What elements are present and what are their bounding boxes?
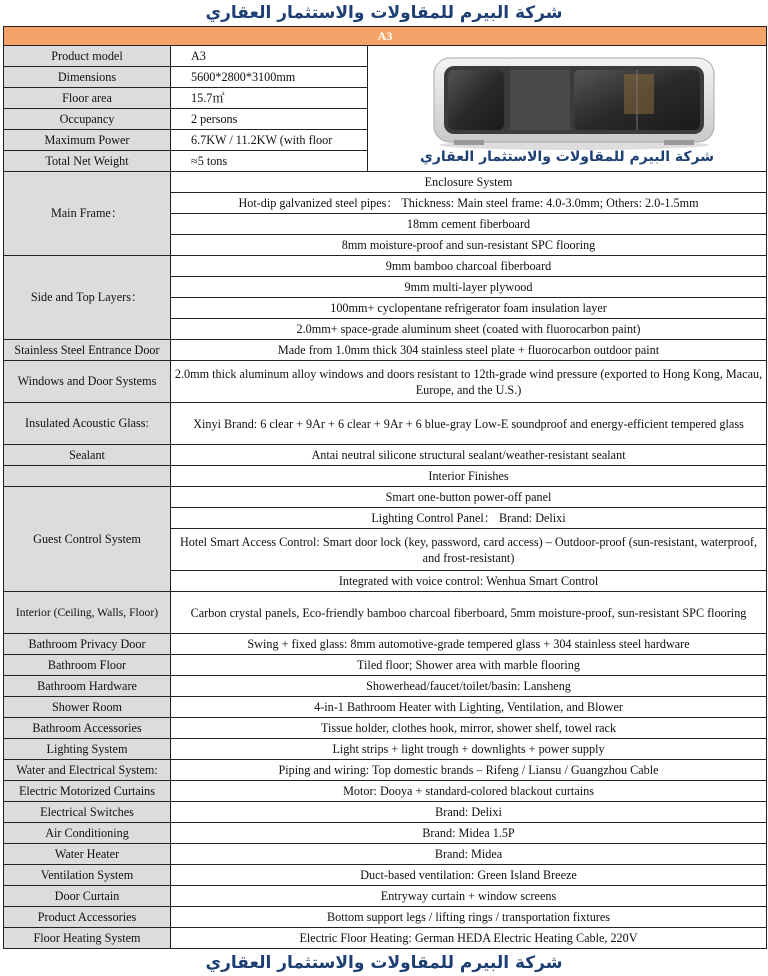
side-top-item: 9mm multi-layer plywood <box>171 277 767 298</box>
table-row <box>4 466 767 487</box>
entrance-door-value: Made from 1.0mm thick 304 stainless steel plate + fluorocarbon outdoor paint <box>171 340 767 361</box>
interior-finishes-heading: Interior Finishes <box>171 466 767 487</box>
spec-value: Tissue holder, clothes hook, mirror, shower shelf, towel rack <box>171 718 767 739</box>
table-row <box>4 739 767 760</box>
glass-value: Xinyi Brand: 6 clear + 9Ar + 6 clear + 9Ar + 6 blue-gray Low-E soundproof and energy-efficient tempered glass <box>171 403 767 445</box>
table-row <box>4 256 767 277</box>
guest-control-item: Smart one-button power-off panel <box>171 487 767 508</box>
side-top-item: 9mm bamboo charcoal fiberboard <box>171 256 767 277</box>
table-title: A3 <box>4 27 767 46</box>
company-footer: شركة البيرم للمقاولات والاستثمار العقاري <box>205 953 563 973</box>
spec-label: Bathroom Floor <box>4 655 171 676</box>
spec-label: Electrical Switches <box>4 802 171 823</box>
spec-label: Floor Heating System <box>4 928 171 949</box>
spec-value: ≈5 tons <box>171 151 368 172</box>
table-row <box>4 697 767 718</box>
table-row <box>4 655 767 676</box>
product-image-cell <box>368 46 767 172</box>
table-row <box>4 403 767 445</box>
table-row <box>4 844 767 865</box>
spec-label: Lighting System <box>4 739 171 760</box>
table-row <box>4 445 767 466</box>
spec-value: Electric Floor Heating: German HEDA Electric Heating Cable, 220V <box>171 928 767 949</box>
table-row <box>4 802 767 823</box>
side-top-item: 2.0mm+ space-grade aluminum sheet (coated with fluorocarbon paint) <box>171 319 767 340</box>
table-row <box>4 760 767 781</box>
spec-value: Showerhead/faucet/toilet/basin: Lansheng <box>171 676 767 697</box>
spec-label: Bathroom Hardware <box>4 676 171 697</box>
table-row <box>4 172 767 193</box>
spec-label: Dimensions <box>4 67 171 88</box>
windows-value: 2.0mm thick aluminum alloy windows and doors resistant to 12th-grade wind pressure (exported to Hong Kong, Macau, Europe, and the U.S.) <box>171 361 767 403</box>
table-row <box>4 865 767 886</box>
spec-value: 5600*2800*3100mm <box>171 67 368 88</box>
empty-label-cell <box>4 466 171 487</box>
main-frame-item: 8mm moisture-proof and sun-resistant SPC flooring <box>171 235 767 256</box>
guest-control-item: Integrated with voice control: Wenhua Smart Control <box>171 571 767 592</box>
interior-label: Interior (Ceiling, Walls, Floor) <box>4 592 171 634</box>
spec-value: Bottom support legs / lifting rings / transportation fixtures <box>171 907 767 928</box>
spec-value: 2 persons <box>171 109 368 130</box>
windows-label: Windows and Door Systems <box>4 361 171 403</box>
spec-label: Door Curtain <box>4 886 171 907</box>
main-frame-label: Main Frame： <box>4 172 171 256</box>
table-row <box>4 487 767 508</box>
spec-table <box>3 26 767 949</box>
spec-label: Shower Room <box>4 697 171 718</box>
spec-value: Light strips + light trough + downlights + power supply <box>171 739 767 760</box>
table-row <box>4 676 767 697</box>
spec-value: A3 <box>171 46 368 67</box>
spec-value: Swing + fixed glass: 8mm automotive-grade tempered glass + 304 stainless steel hardware <box>171 634 767 655</box>
main-frame-item: 18mm cement fiberboard <box>171 214 767 235</box>
spec-value: Duct-based ventilation: Green Island Breeze <box>171 865 767 886</box>
table-row <box>4 718 767 739</box>
spec-label: Ventilation System <box>4 865 171 886</box>
spec-label: Maximum Power <box>4 130 171 151</box>
spec-label: Occupancy <box>4 109 171 130</box>
spec-label: Bathroom Privacy Door <box>4 634 171 655</box>
company-header: شركة البيرم للمقاولات والاستثمار العقاري <box>205 3 563 23</box>
spec-value: Brand: Midea <box>171 844 767 865</box>
table-row <box>4 592 767 634</box>
side-top-label: Side and Top Layers： <box>4 256 171 340</box>
glass-label: Insulated Acoustic Glass: <box>4 403 171 445</box>
guest-control-label: Guest Control System <box>4 487 171 592</box>
spec-value: Tiled floor; Shower area with marble flooring <box>171 655 767 676</box>
spec-label: Total Net Weight <box>4 151 171 172</box>
spec-value: Motor: Dooya + standard-colored blackout curtains <box>171 781 767 802</box>
table-row <box>4 886 767 907</box>
spec-label: Air Conditioning <box>4 823 171 844</box>
table-row <box>4 361 767 403</box>
tiny-house-image <box>424 52 724 152</box>
spec-value: 4-in-1 Bathroom Heater with Lighting, Ventilation, and Blower <box>171 697 767 718</box>
spec-label: Water and Electrical System: <box>4 760 171 781</box>
spec-label: Product model <box>4 46 171 67</box>
spec-value: Brand: Delixi <box>171 802 767 823</box>
table-row <box>4 823 767 844</box>
table-row <box>4 340 767 361</box>
table-row <box>4 46 767 67</box>
interior-value: Carbon crystal panels, Eco-friendly bamboo charcoal fiberboard, 5mm moisture-proof, sun-resistant SPC flooring <box>171 592 767 634</box>
sealant-label: Sealant <box>4 445 171 466</box>
spec-label: Water Heater <box>4 844 171 865</box>
spec-label: Electric Motorized Curtains <box>4 781 171 802</box>
table-row <box>4 781 767 802</box>
spec-label: Floor area <box>4 88 171 109</box>
table-row <box>4 907 767 928</box>
product-image-caption: شركة البيرم للمقاولات والاستثمار العقاري <box>420 149 714 165</box>
side-top-item: 100mm+ cyclopentane refrigerator foam insulation layer <box>171 298 767 319</box>
sealant-value: Antai neutral silicone structural sealant/weather-resistant sealant <box>171 445 767 466</box>
guest-control-item: Hotel Smart Access Control: Smart door lock (key, password, card access) – Outdoor-proof (sun-resistant, waterproof, and frost-resistant) <box>171 529 767 571</box>
table-title-row <box>4 27 767 46</box>
spec-value: Brand: Midea 1.5P <box>171 823 767 844</box>
main-frame-item: Enclosure System <box>171 172 767 193</box>
spec-value: Entryway curtain + window screens <box>171 886 767 907</box>
spec-label: Product Accessories <box>4 907 171 928</box>
spec-value: 15.7㎡ <box>171 88 368 109</box>
entrance-door-label: Stainless Steel Entrance Door <box>4 340 171 361</box>
spec-label: Bathroom Accessories <box>4 718 171 739</box>
table-row <box>4 928 767 949</box>
spec-value: 6.7KW / 11.2KW (with floor <box>171 130 368 151</box>
table-row <box>4 634 767 655</box>
spec-value: Piping and wiring: Top domestic brands – Rifeng / Liansu / Guangzhou Cable <box>171 760 767 781</box>
guest-control-item: Lighting Control Panel： Brand: Delixi <box>171 508 767 529</box>
main-frame-item: Hot-dip galvanized steel pipes： Thickness: Main steel frame: 4.0-3.0mm; Others: 2.0-1.5mm <box>171 193 767 214</box>
